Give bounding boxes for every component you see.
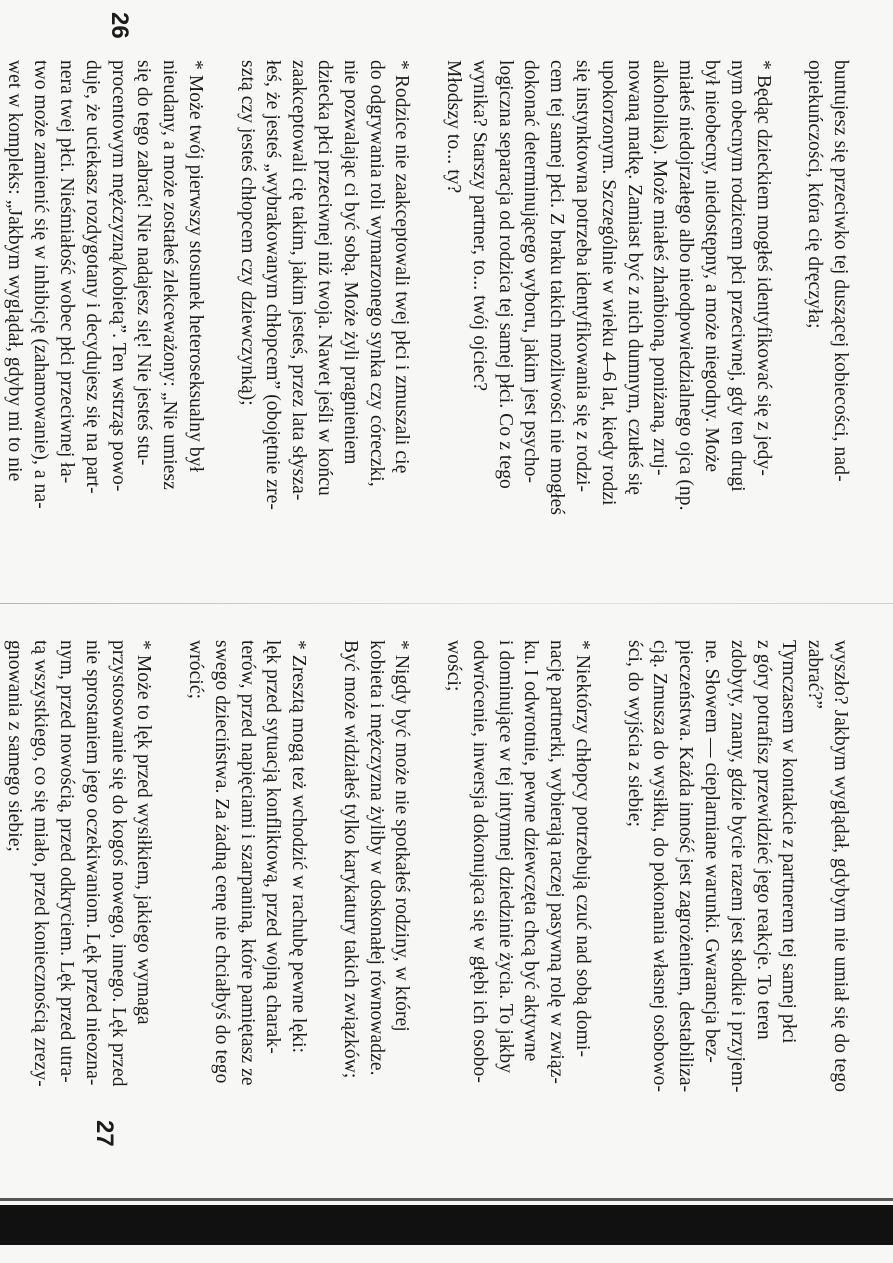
text-line: kobieta i mężczyzna żyliby w doskonałej równowadze. <box>365 640 387 1076</box>
text-line: zaakceptowali cię takim, jakim jesteś, przez lata słysza- <box>288 60 310 501</box>
text-line: do odgrywania roli wymarzonego synka czy córeczki, <box>365 60 387 487</box>
text-line: buntujesz się przeciwko tej duszącej kobiecości, nad- <box>830 60 851 482</box>
page-gutter <box>0 603 893 604</box>
text-line: nie pozwalając ci być sobą. Może żyli pragnieniem <box>339 60 361 465</box>
text-line: zabrać?” <box>804 640 826 709</box>
text-line: nację partnerki, wybierają raczej pasywną rolę w związ- <box>546 640 568 1085</box>
text-line: upokorzonym. Szczególnie w wieku 4–6 lat, kiedy rodzi <box>597 60 619 506</box>
text-line: Tymczasem w kontakcie z partnerem tej samej płci <box>778 640 800 1044</box>
text-line: duje, że uciekasz rozdygotany i decydujesz się na part- <box>81 60 103 494</box>
text-line: * Może to lęk przed wysiłkiem, jakiego wymaga <box>133 640 155 1025</box>
text-line: miałeś niedojrzałego albo nieodpowiedzialnego ojca (np. <box>675 60 697 511</box>
text-line <box>156 640 182 1200</box>
text-line: i dominujące w tej intymnej dziedzinie życia. To jakby <box>494 640 516 1074</box>
text-line <box>208 60 234 580</box>
text-line: ści, do wyjścia z siebie; <box>623 640 645 828</box>
text-line: się instynktowna potrzeba identyfikowania się z rodzi- <box>572 60 594 493</box>
text-line: Młodszy to... ty? <box>443 60 465 194</box>
text-line: wynika? Starszy partner, to... twój ojciec? <box>468 60 490 392</box>
text-line: * Rodzice nie zaakceptowali twej płci i zmuszali cię <box>391 60 413 474</box>
text-line: * Zresztą mogą też wchodzić w rachubę pewne lęki: <box>288 640 310 1054</box>
text-line: był nieobecny, niedostępny, a może niegodny. Może <box>701 60 723 473</box>
text-line: logiczna separacja od rodzica tej samej płci. Co z tego <box>494 60 516 489</box>
text-line: nym obecnym rodzicem płci przeciwnej, gdy ten drugi <box>726 60 748 492</box>
text-line: łeś, że jesteś „wybrakowanym chłopcem” (obojętnie zre- <box>262 60 284 510</box>
text-line: cją. Zmusza do wysiłku, do pokonania własnej osobowo- <box>649 640 671 1093</box>
text-line <box>595 640 621 1200</box>
text-line: pieczeństwa. Każda inność jest zagrożeniem, destabiliza- <box>675 640 697 1093</box>
text-line: * Niektórzy chłopcy potrzebują czuć nad sobą domi- <box>572 640 594 1058</box>
text-line: wet w kompleks: „Jakbym wyglądał, gdyby mi to nie <box>4 60 26 482</box>
text-line: wości; <box>443 640 465 692</box>
text-line: wrócić; <box>185 640 207 700</box>
text-line <box>311 640 337 1200</box>
text-line: sztą czy jesteś chłopcem czy dziewczynką); <box>236 60 258 406</box>
scan-binding-shadow <box>0 1205 893 1245</box>
text-line: dziecka płci przeciwnej niż twoja. Nawet jeśli w końcu <box>314 60 336 496</box>
text-line: wyszło? Jakbym wyglądał, gdybym nie umiał się do tego <box>830 640 851 1093</box>
text-line: nera twej płci. Nieśmiałość wobec płci przeciwnej ła- <box>56 60 78 484</box>
text-line: z góry potrafisz przewidzieć jego reakcje. To teren <box>752 640 774 1040</box>
text-line: Być może widziałeś tylko karykatury takich związków; <box>339 640 361 1079</box>
text-line: procentowym mężczyzną/kobietą”. Ten wstrząs powo- <box>107 60 129 492</box>
text-line: ku. I odwrotnie, pewne dziewczęta chcą być aktywne <box>520 640 542 1062</box>
text-line: dokonać determinującego wyboru, jakim jest psycho- <box>520 60 542 484</box>
text-line: nie sprostaniem jego oczekiwaniom. Lęk przed nieozna- <box>81 640 103 1086</box>
text-line: zdobyty, znany, gdzie bycie razem jest słodkie i przyjem- <box>726 640 748 1093</box>
text-line: nieudany, a może zostałeś zlekceważony: „Nie umiesz <box>159 60 181 490</box>
text-line: nym, przed nowością, przed odkryciem. Lęk przed utra- <box>56 640 78 1083</box>
text-line: gnowania z samego siebie; <box>4 640 26 853</box>
text-line: swego dzieciństwa. Za żadną cenę nie chciałbyś do tego <box>210 640 232 1084</box>
scan-edge <box>0 1198 893 1201</box>
text-line: przystosowanie się do kogoś nowego, innego. Lęk przed <box>107 640 129 1087</box>
page-number-left: 26 <box>106 12 133 39</box>
text-line: * Nigdy być może nie spotkałeś rodziny, w której <box>391 640 413 1032</box>
text-line: nowaną matkę. Zamiast być z nich dumnym, czułeś się <box>623 60 645 496</box>
text-line: cem tej samej płci. Z braku takich możliwości nie mogłeś <box>546 60 568 516</box>
text-line: two może zamienić się w inhibicję (zahamowanie), a na- <box>30 60 52 509</box>
text-line: lęk przed sytuacją konfliktową, przed wojną charak- <box>262 640 284 1054</box>
text-line: tą wszystkiego, co się miało, przed koniecznością zrezy- <box>30 640 52 1087</box>
text-line: * Będąc dzieckiem mogłeś identyfikować się z jedy- <box>752 60 774 476</box>
text-line: ne. Słowem — cieplarniane warunki. Gwarancja bez- <box>701 640 723 1063</box>
right-page-text <box>2 640 853 1200</box>
text-line: odwrócenie, inwersja dokonująca się w głębi ich osobo- <box>468 640 490 1083</box>
text-line: terów, przed napięciami i szarpaniną, które pamiętasz ze <box>236 640 258 1086</box>
text-line: opiekuńczości, która cię dręczyła; <box>804 60 826 329</box>
text-line <box>414 60 440 580</box>
text-line: się do tego zabrać! Nie nadajesz się! Nie jesteś stu- <box>133 60 155 466</box>
left-page-text <box>2 60 853 580</box>
page-number-right: 27 <box>91 1120 118 1147</box>
text-line <box>776 60 802 580</box>
text-line: alkoholika). Może miałeś zhańbioną, poniżaną, zruj- <box>649 60 671 476</box>
text-line <box>414 640 440 1200</box>
text-line: * Może twój pierwszy stosunek heteroseksualny był <box>185 60 207 473</box>
